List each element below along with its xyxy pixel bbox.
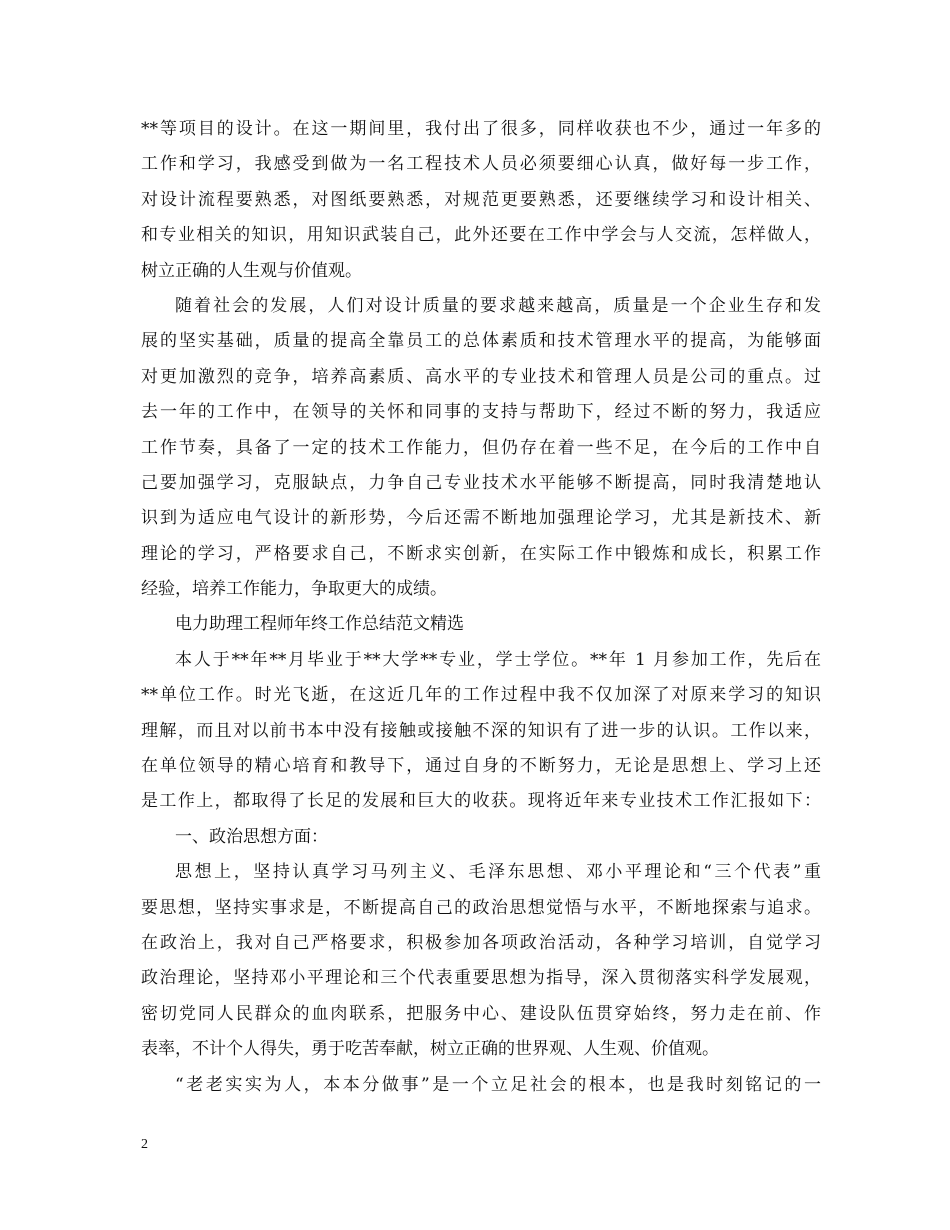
text-line: 对设计流程要熟悉，对图纸要熟悉，对规范更要熟悉，还要继续学习和设计相关、 bbox=[141, 189, 821, 210]
text-line: 己要加强学习，克服缺点，力争自己专业技术水平能够不断提高，同时我清楚地认 bbox=[141, 472, 821, 493]
page-number: 2 bbox=[141, 1137, 148, 1152]
text-line: 经验，培养工作能力，争取更大的成绩。 bbox=[141, 579, 447, 600]
text-line: 和专业相关的知识，用知识武装自己，此外还要在工作中学会与人交流，怎样做人， bbox=[141, 225, 821, 246]
text-line: 理解，而且对以前书本中没有接触或接触不深的知识有了进一步的认识。工作以来， bbox=[141, 720, 821, 741]
text-line: 对更加激烈的竞争，培养高素质、高水平的专业技术和管理人员是公司的重点。过 bbox=[141, 366, 821, 387]
text-line: 在单位领导的精心培育和教导下，通过自身的不断努力，无论是思想上、学习上还 bbox=[141, 756, 821, 777]
paragraph-first-line: “老老实实为人，本本分做事”是一个立足社会的根本，也是我时刻铭记的一 bbox=[175, 1074, 821, 1095]
paragraph-first-line: 思想上，坚持认真学习马列主义、毛泽东思想、邓小平理论和“三个代表”重 bbox=[175, 862, 821, 883]
text-line: **等项目的设计。在这一期间里，我付出了很多，同样收获也不少，通过一年多的 bbox=[141, 119, 821, 139]
text-line: 在政治上，我对自己严格要求，积极参加各项政治活动，各种学习培训，自觉学习 bbox=[141, 932, 821, 953]
paragraph-first-line: 本人于**年**月毕业于**大学**专业，学士学位。**年 1 月参加工作，先后在 bbox=[175, 649, 821, 670]
text-line: 工作和学习，我感受到做为一名工程技术人员必须要细心认真，做好每一步工作， bbox=[141, 154, 821, 175]
paragraph-first-line: 随着社会的发展，人们对设计质量的要求越来越高，质量是一个企业生存和发 bbox=[175, 295, 821, 316]
text-line: **单位工作。时光飞逝，在这近几年的工作过程中我不仅加深了对原来学习的知识 bbox=[141, 685, 821, 706]
text-line: 展的坚实基础，质量的提高全靠员工的总体素质和技术管理水平的提高，为能够面 bbox=[141, 331, 821, 352]
section-title: 电力助理工程师年终工作总结范文精选 bbox=[175, 614, 464, 635]
section-heading: 一、政治思想方面： bbox=[175, 826, 328, 847]
text-line: 工作节奏，具备了一定的技术工作能力，但仍存在着一些不足，在今后的工作中自 bbox=[141, 437, 821, 458]
text-line: 树立正确的人生观与价值观。 bbox=[141, 260, 362, 281]
text-line: 密切党同人民群众的血肉联系，把服务中心、建设队伍贯穿始终，努力走在前、作 bbox=[141, 1003, 821, 1024]
text-line: 是工作上，都取得了长足的发展和巨大的收获。现将近年来专业技术工作汇报如下： bbox=[141, 791, 821, 812]
document-body bbox=[141, 112, 821, 1103]
text-line: 政治理论，坚持邓小平理论和三个代表重要思想为指导，深入贯彻落实科学发展观， bbox=[141, 968, 821, 989]
text-line: 表率，不计个人得失，勇于吃苦奉献，树立正确的世界观、人生观、价值观。 bbox=[141, 1039, 719, 1060]
text-line: 去一年的工作中，在领导的关怀和同事的支持与帮助下，经过不断的努力，我适应 bbox=[141, 402, 821, 423]
text-line: 要思想，坚持实事求是，不断提高自己的政治思想觉悟与水平，不断地探索与追求。 bbox=[141, 897, 821, 918]
text-line: 识到为适应电气设计的新形势，今后还需不断地加强理论学习，尤其是新技术、新 bbox=[141, 508, 821, 529]
text-line: 理论的学习，严格要求自己，不断求实创新，在实际工作中锻炼和成长，积累工作 bbox=[141, 543, 821, 564]
